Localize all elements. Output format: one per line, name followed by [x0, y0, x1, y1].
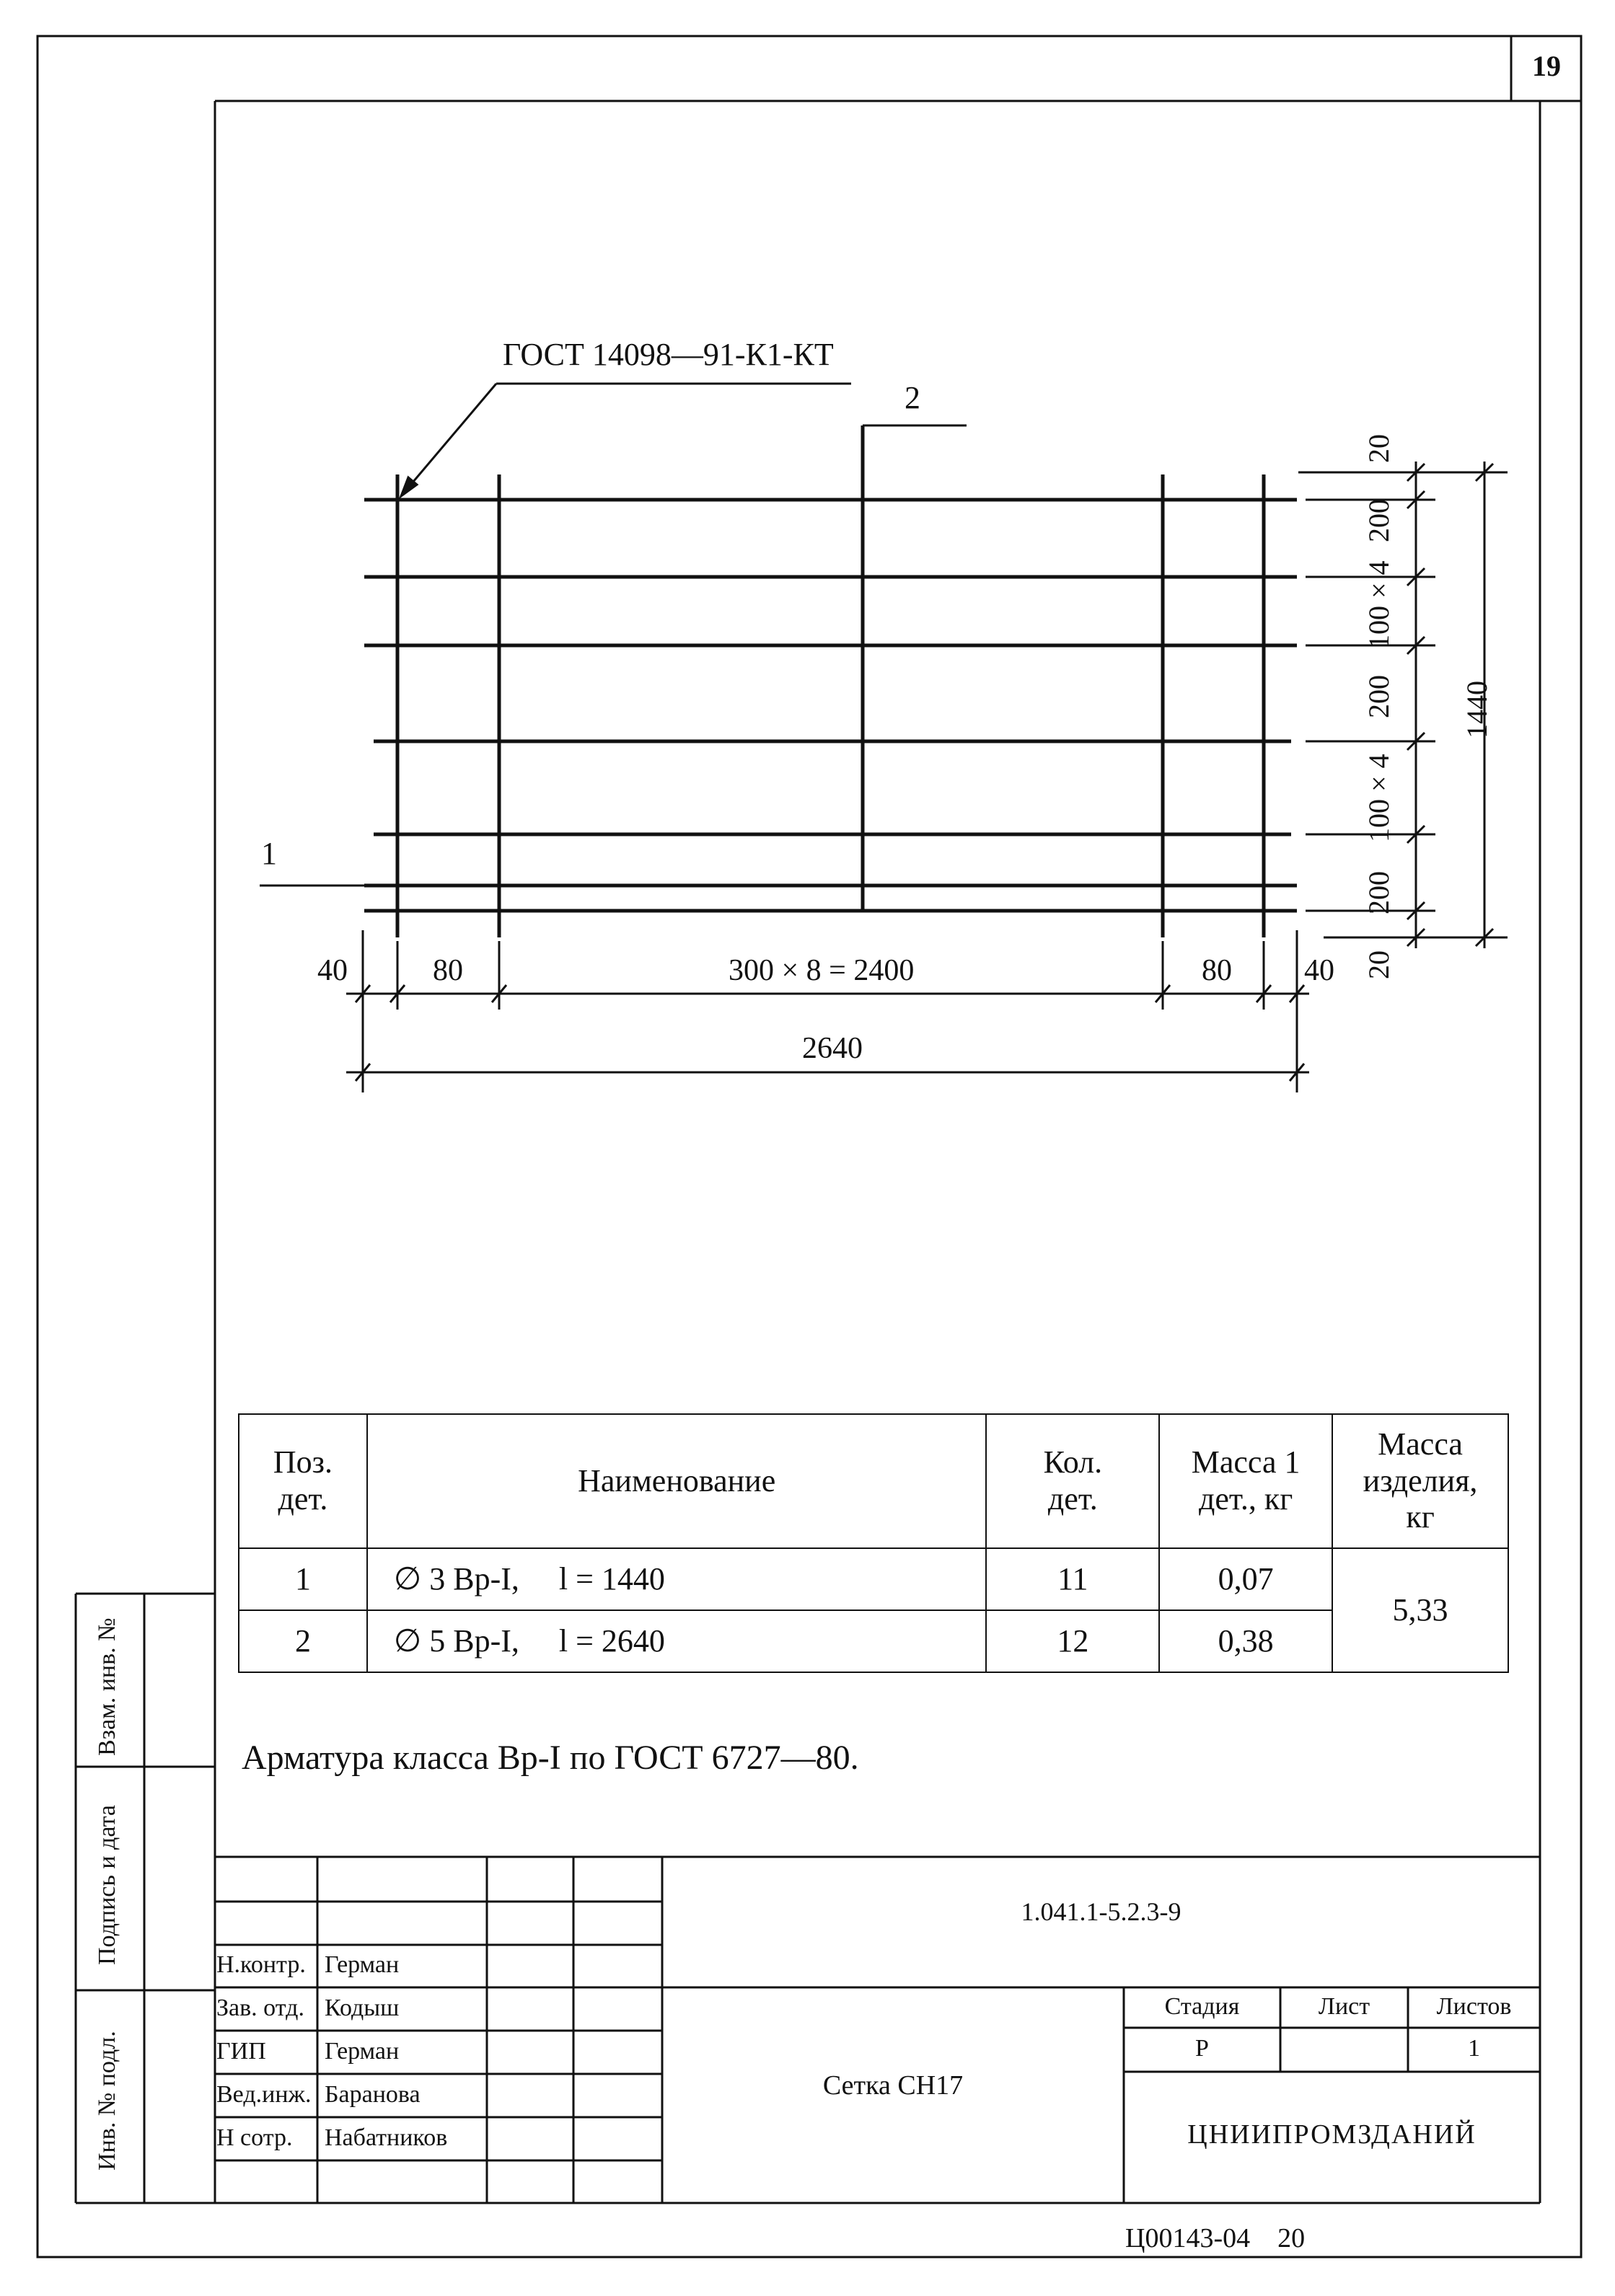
table-row — [239, 1548, 1508, 1610]
row-qty: 12 — [986, 1610, 1159, 1672]
dim-top-end: 20 — [1363, 434, 1395, 463]
stamp-vzam-inv: Взам. инв. № — [94, 1617, 120, 1756]
organization-name: ЦНИИПРОМЗДАНИЙ — [1187, 2119, 1477, 2150]
role-name: Герман — [325, 2038, 400, 2065]
role-label: Вед.инж. — [216, 2081, 312, 2108]
header-qty: Кол. дет. — [986, 1414, 1159, 1548]
role-label: Н сотр. — [216, 2124, 293, 2151]
position-1-label: 1 — [261, 836, 277, 871]
role-name: Набатников — [325, 2124, 448, 2151]
dim-total-length: 2640 — [802, 1032, 863, 1065]
stamp-podpis-data: Подпись и дата — [94, 1805, 120, 1965]
stage-value: Р — [1195, 2035, 1209, 2062]
header-pos: Поз. дет. — [239, 1414, 367, 1548]
row-pos: 2 — [239, 1610, 367, 1672]
header-mass-one: Масса 1 дет., кг — [1159, 1414, 1332, 1548]
header-mass-total: Масса изделия, кг — [1332, 1414, 1508, 1548]
sheet-label: Лист — [1318, 1993, 1370, 2020]
role-label: ГИП — [216, 2038, 266, 2065]
dim-upper-group: 100 × 4 — [1363, 560, 1395, 649]
row-mass-one: 0,38 — [1159, 1610, 1332, 1672]
page-number: 19 — [1532, 50, 1561, 82]
header-name: Наименование — [367, 1414, 987, 1548]
product-name: Сетка СН17 — [822, 2070, 964, 2101]
sheets-label: Листов — [1436, 1993, 1512, 2020]
role-name: Кодыш — [325, 1995, 400, 2021]
sheets-value: 1 — [1468, 2035, 1480, 2062]
dim-middle-gap: 200 — [1363, 675, 1395, 718]
dim-middle: 300 × 8 = 2400 — [729, 954, 915, 987]
stage-label: Стадия — [1164, 1993, 1240, 2020]
specification-table — [238, 1413, 1509, 1673]
stamp-inv-podl: Инв. № подл. — [94, 2031, 120, 2171]
footer-code: Ц00143-04 20 — [1125, 2223, 1306, 2253]
mesh-bars — [364, 425, 1297, 937]
position-2-label: 2 — [905, 380, 920, 415]
dim-top-edge: 200 — [1363, 499, 1395, 542]
dim-edge-right: 80 — [1202, 954, 1232, 987]
row-pos: 1 — [239, 1548, 367, 1610]
dim-lower-group: 100 × 4 — [1363, 754, 1395, 842]
role-name: Герман — [325, 1951, 400, 1978]
dim-bottom-edge: 200 — [1363, 871, 1395, 914]
dim-end-right: 40 — [1304, 954, 1334, 987]
dim-end-left: 40 — [317, 954, 348, 987]
document-code: 1.041.1-5.2.3-9 — [1021, 1897, 1181, 1926]
dim-bottom-end: 20 — [1363, 950, 1395, 979]
table-row — [239, 1610, 1508, 1672]
dim-edge-left: 80 — [433, 954, 463, 987]
dim-total-height: 1440 — [1461, 681, 1493, 738]
row-name: ∅ 5 Вр-I, l = 2640 — [367, 1610, 987, 1672]
reinforcement-note: Арматура класса Вр-I по ГОСТ 6727—80. — [242, 1739, 859, 1777]
role-name: Баранова — [325, 2081, 421, 2108]
role-label: Зав. отд. — [216, 1995, 304, 2021]
mass-total-value: 5,33 — [1332, 1548, 1508, 1672]
row-mass-one: 0,07 — [1159, 1548, 1332, 1610]
leader-note: ГОСТ 14098—91-К1-КТ — [503, 337, 834, 372]
leader-lines — [260, 384, 967, 886]
role-label: Н.контр. — [216, 1951, 306, 1978]
row-name: ∅ 3 Вр-I, l = 1440 — [367, 1548, 987, 1610]
row-qty: 11 — [986, 1548, 1159, 1610]
